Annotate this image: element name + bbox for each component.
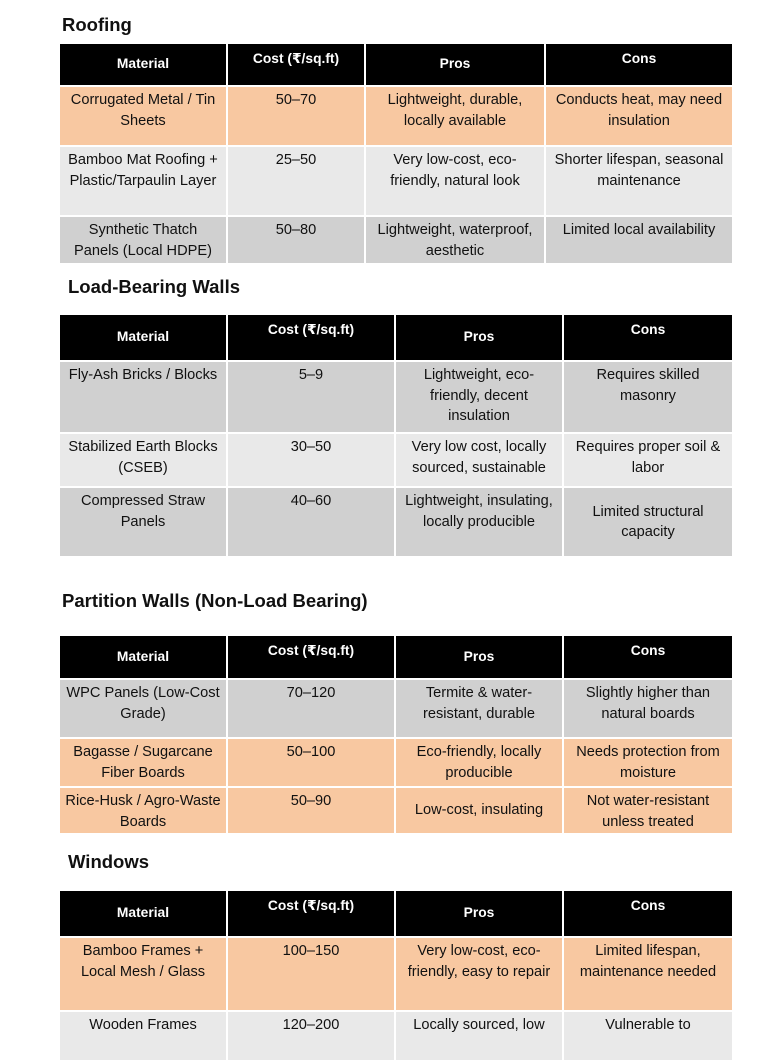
material-cell: Bamboo Mat Roofing + Plastic/Tarpaulin Layer bbox=[60, 147, 228, 217]
cons-cell: Limited lifespan, maintenance needed bbox=[564, 938, 732, 1012]
cost-cell: 30–50 bbox=[228, 434, 396, 488]
table-row bbox=[60, 434, 732, 488]
partition-table bbox=[60, 636, 732, 835]
section-title-load-bearing: Load-Bearing Walls bbox=[68, 276, 241, 297]
table-header-row bbox=[60, 315, 732, 362]
table-header-row bbox=[60, 636, 732, 680]
material-cell: Compressed Straw Panels bbox=[60, 488, 228, 558]
load-bearing-table bbox=[60, 315, 732, 558]
cost-cell: 50–80 bbox=[228, 217, 366, 265]
table-row bbox=[60, 1012, 732, 1062]
material-cell: Rice-Husk / Agro-Waste Boards bbox=[60, 788, 228, 835]
pros-cell: Very low-cost, eco-friendly, easy to repair bbox=[396, 938, 564, 1012]
cost-cell: 50–100 bbox=[228, 739, 396, 788]
header-cost: Cost (₹/sq.ft) bbox=[228, 315, 396, 362]
cons-cell: Not water-resistant unless treated bbox=[564, 788, 732, 835]
section-title-roofing: Roofing bbox=[62, 14, 132, 35]
header-material: Material bbox=[60, 636, 228, 680]
material-cell: WPC Panels (Low-Cost Grade) bbox=[60, 680, 228, 739]
cost-cell: 70–120 bbox=[228, 680, 396, 739]
cost-cell: 50–90 bbox=[228, 788, 396, 835]
header-material: Material bbox=[60, 891, 228, 938]
cons-cell: Limited structural capacity bbox=[564, 488, 732, 558]
section-title-partition: Partition Walls (Non-Load Bearing) bbox=[62, 590, 368, 611]
material-cell: Corrugated Metal / Tin Sheets bbox=[60, 87, 228, 147]
material-cell: Fly-Ash Bricks / Blocks bbox=[60, 362, 228, 434]
windows-table bbox=[60, 891, 732, 1062]
header-pros: Pros bbox=[396, 315, 564, 362]
header-cost: Cost (₹/sq.ft) bbox=[228, 636, 396, 680]
cons-cell: Requires skilled masonry bbox=[564, 362, 732, 434]
material-cell: Bagasse / Sugarcane Fiber Boards bbox=[60, 739, 228, 788]
pros-cell: Low-cost, insulating bbox=[396, 788, 564, 835]
table-row bbox=[60, 217, 732, 265]
cons-cell: Conducts heat, may need insulation bbox=[546, 87, 732, 147]
pros-cell: Lightweight, durable, locally available bbox=[366, 87, 546, 147]
cons-cell: Slightly higher than natural boards bbox=[564, 680, 732, 739]
table-row bbox=[60, 488, 732, 558]
table-row bbox=[60, 147, 732, 217]
material-cell: Bamboo Frames + Local Mesh / Glass bbox=[60, 938, 228, 1012]
table-row bbox=[60, 87, 732, 147]
pros-cell: Lightweight, insulating, locally producible bbox=[396, 488, 564, 558]
roofing-table bbox=[60, 44, 732, 265]
header-cons: Cons bbox=[564, 636, 732, 680]
header-cons: Cons bbox=[564, 315, 732, 362]
cost-cell: 5–9 bbox=[228, 362, 396, 434]
table-row bbox=[60, 680, 732, 739]
header-cost: Cost (₹/sq.ft) bbox=[228, 891, 396, 938]
table-header-row bbox=[60, 891, 732, 938]
cost-cell: 40–60 bbox=[228, 488, 396, 558]
pros-cell: Termite & water-resistant, durable bbox=[396, 680, 564, 739]
header-cons: Cons bbox=[546, 44, 732, 87]
cons-cell: Limited local availability bbox=[546, 217, 732, 265]
cost-cell: 100–150 bbox=[228, 938, 396, 1012]
section-title-windows: Windows bbox=[68, 851, 150, 872]
header-pros: Pros bbox=[366, 44, 546, 87]
table-header-row bbox=[60, 44, 732, 87]
cons-cell: Needs protection from moisture bbox=[564, 739, 732, 788]
table-row bbox=[60, 362, 732, 434]
table-row bbox=[60, 739, 732, 788]
pros-cell: Very low-cost, eco-friendly, natural look bbox=[366, 147, 546, 217]
pros-cell: Lightweight, eco-friendly, decent insulation bbox=[396, 362, 564, 434]
header-material: Material bbox=[60, 315, 228, 362]
pros-cell: Very low cost, locally sourced, sustainable bbox=[396, 434, 564, 488]
cost-cell: 25–50 bbox=[228, 147, 366, 217]
cons-cell: Requires proper soil & labor bbox=[564, 434, 732, 488]
cost-cell: 120–200 bbox=[228, 1012, 396, 1062]
material-cell: Synthetic Thatch Panels (Local HDPE) bbox=[60, 217, 228, 265]
pros-cell: Eco-friendly, locally producible bbox=[396, 739, 564, 788]
material-cell: Stabilized Earth Blocks (CSEB) bbox=[60, 434, 228, 488]
table-row bbox=[60, 788, 732, 835]
cons-cell: Vulnerable to bbox=[564, 1012, 732, 1062]
cons-cell: Shorter lifespan, seasonal maintenance bbox=[546, 147, 732, 217]
header-pros: Pros bbox=[396, 891, 564, 938]
header-material: Material bbox=[60, 44, 228, 87]
pros-cell: Locally sourced, low bbox=[396, 1012, 564, 1062]
material-cell: Wooden Frames bbox=[60, 1012, 228, 1062]
table-row bbox=[60, 938, 732, 1012]
header-pros: Pros bbox=[396, 636, 564, 680]
header-cons: Cons bbox=[564, 891, 732, 938]
pros-cell: Lightweight, waterproof, aesthetic bbox=[366, 217, 546, 265]
header-cost: Cost (₹/sq.ft) bbox=[228, 44, 366, 87]
cost-cell: 50–70 bbox=[228, 87, 366, 147]
